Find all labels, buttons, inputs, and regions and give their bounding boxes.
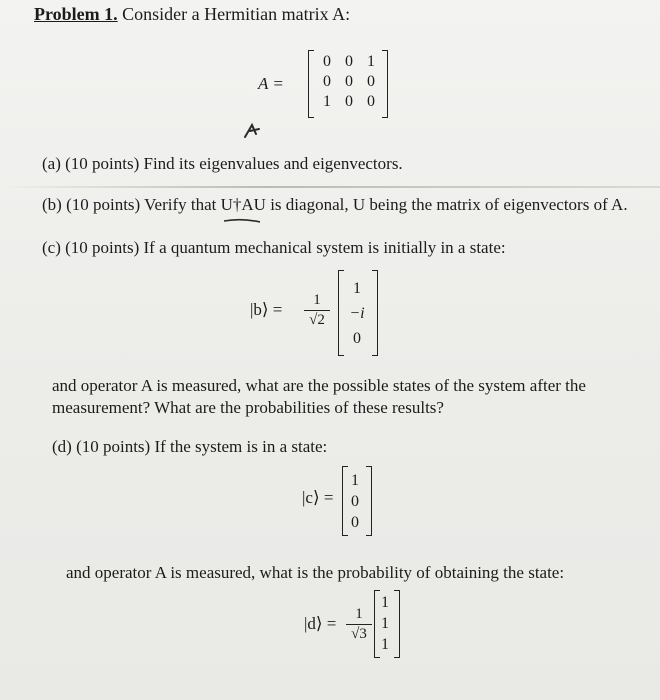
matrix-a-grid [316,52,382,112]
matrix-a-cell: 0 [345,53,353,70]
paper-fold-line [0,186,660,188]
state-c-lhs: |c⟩ = [302,488,334,507]
state-d-numerator: 1 [355,606,363,622]
matrix-a-equation [258,48,398,120]
matrix-a-cell: 1 [367,53,375,70]
matrix-a-cell: 0 [345,73,353,90]
state-b-prefactor [304,292,330,329]
part-c-followup-line1: and operator A is measured, what are the possible states of the system after the [52,376,586,395]
part-d-followup: and operator A is measured, what is the probability of obtaining the state: [66,563,565,582]
state-b-numerator: 1 [313,292,321,308]
state-d-lhs: |d⟩ = [304,614,337,633]
part-c-followup-line2: measurement? What are the probabilities of these results? [52,398,444,417]
state-b-denominator: √2 [309,312,325,328]
matrix-a-cell: 0 [323,73,331,90]
state-b-right-bracket [372,270,378,356]
pen-caret-mark [242,120,264,142]
state-b-entry: 1 [353,280,361,297]
state-c-entry: 0 [351,514,359,531]
problem-statement: Consider a Hermitian matrix A: [117,4,351,24]
state-d-entry: 1 [381,636,389,653]
problem-title [34,4,350,24]
state-b-vector [344,276,370,351]
matrix-a-cell: 0 [323,53,331,70]
part-b-text: (b) (10 points) Verify that U†AU is diagonal, U being the matrix of eigenvectors of A. [42,195,628,214]
fraction-bar [304,310,330,311]
matrix-a-cell: 0 [345,93,353,110]
state-c-equation [302,462,392,540]
part-c-text: (c) (10 points) If a quantum mechanical system is initially in a state: [42,238,506,257]
problem-label: Problem 1. [34,4,118,24]
state-d-equation [304,586,414,666]
state-c-entry: 1 [351,472,359,489]
matrix-a-cell: 0 [367,73,375,90]
part-a-text: (a) (10 points) Find its eigenvalues and eigenvectors. [42,154,403,173]
part-d-text: (d) (10 points) If the system is in a state: [52,437,328,456]
matrix-a-cell: 0 [367,93,375,110]
matrix-a-right-bracket [382,50,388,118]
state-d-denominator: √3 [351,626,367,642]
state-c-entry: 0 [351,493,359,510]
state-b-entry: 0 [353,330,361,347]
fraction-bar [346,624,372,625]
state-b-equation [250,266,390,362]
matrix-a-cell: 1 [323,93,331,110]
state-d-entry: 1 [381,594,389,611]
state-d-vector [377,592,393,655]
state-c-vector [346,470,364,533]
matrix-a-left-bracket [308,50,314,118]
state-d-entry: 1 [381,615,389,632]
state-d-right-bracket [394,590,400,658]
matrix-a-lhs: A = [258,74,284,93]
state-c-right-bracket [366,466,372,536]
pen-underline-mark [222,217,262,225]
state-d-prefactor [346,606,372,643]
state-b-lhs: |b⟩ = [250,300,283,319]
state-b-entry: −i [349,305,365,322]
